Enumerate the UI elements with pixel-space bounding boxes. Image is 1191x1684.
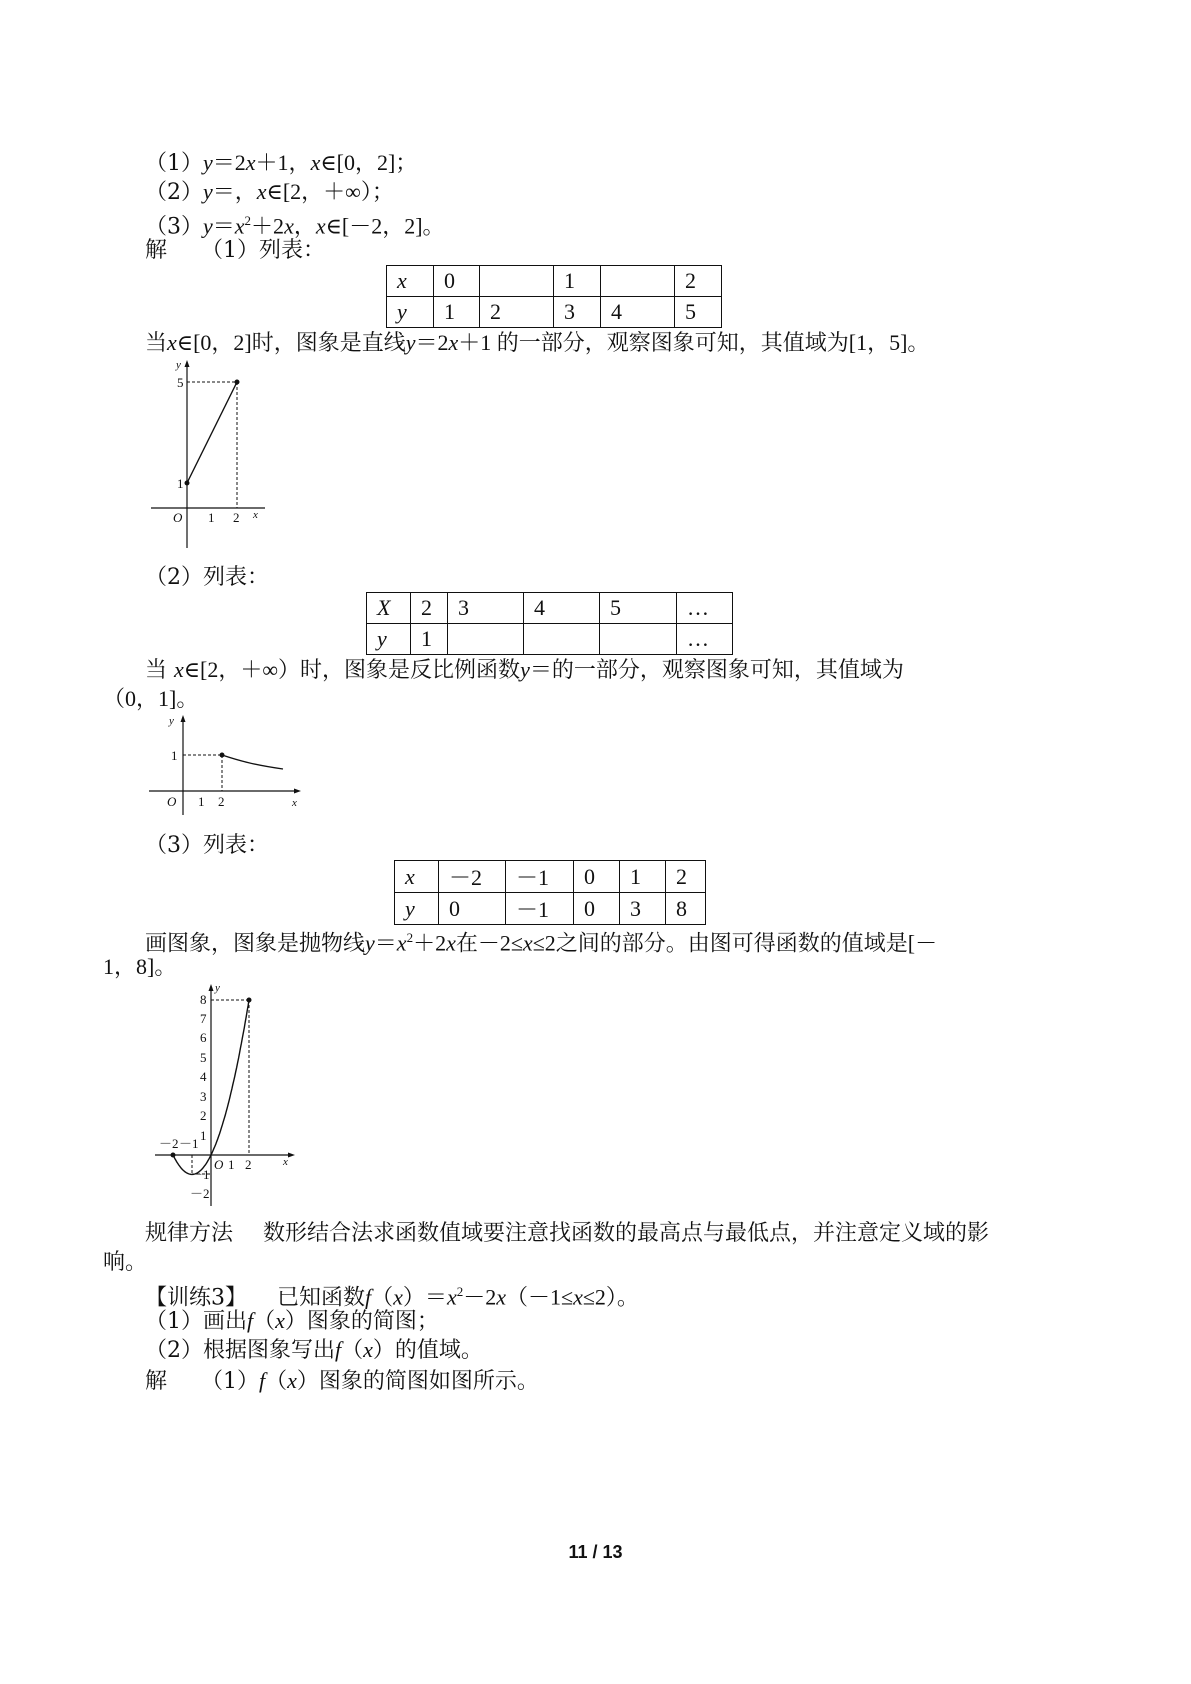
table-cell: 3 — [448, 593, 524, 624]
problem-3: $(3)y=x^2+2x$，x∈[－2，2]。 — [145, 213, 445, 240]
table-cell: 0 — [574, 893, 620, 925]
y-tick-label: 7 — [200, 1011, 207, 1026]
table-cell: 4 — [601, 297, 675, 328]
page-number: 11 / 13 — [568, 1542, 623, 1562]
exercise-question-1: （1）画出f（x）图象的简图； — [145, 1308, 439, 1334]
table-cell: 1 — [554, 266, 601, 297]
table-row-y — [395, 893, 706, 925]
y-tick-label: 5 — [200, 1050, 207, 1065]
reciprocal-curve — [222, 755, 283, 769]
table-row-y — [367, 624, 733, 655]
graph-parabola — [145, 980, 305, 1210]
table-cell: 5 — [675, 297, 722, 328]
table-cell: 2 — [675, 266, 722, 297]
explanation-2: 当 x∈[2，＋∞）时，图象是反比例函数y＝的一部分，观察图象可知，其值域为 — [145, 657, 904, 683]
y-axis-arrow — [209, 984, 214, 991]
exercise-solution: 解 （1）f（x）图象的简图如图所示。 — [145, 1368, 539, 1394]
value-table-3 — [394, 860, 706, 925]
y-tick-label: 1 — [171, 748, 178, 763]
table-cell: x — [387, 266, 434, 297]
table-cell: －2 — [439, 861, 506, 893]
table-cell — [601, 266, 675, 297]
x-tick-label: 1 — [198, 794, 205, 809]
x-axis-arrow — [288, 1153, 295, 1158]
table-cell: … — [677, 593, 733, 624]
table-row-x — [367, 593, 733, 624]
x-axis-label: x — [253, 509, 258, 521]
graph-linear — [145, 358, 275, 550]
part2-heading: （2）列表： — [145, 565, 269, 590]
x-tick-label: 1 — [228, 1157, 235, 1172]
x-axis-label: x — [292, 797, 297, 809]
endpoint — [185, 481, 190, 486]
y-axis-label: y — [215, 982, 220, 994]
table-cell: y — [387, 297, 434, 328]
y-tick-label: －1 — [190, 1167, 210, 1182]
table-cell: －1 — [506, 861, 574, 893]
explanation-2-cont: （0，1]。 — [103, 686, 199, 711]
explanation-3: 画图象，图象是抛物线$y=x^2+2x$在－2≤x≤2之间的部分。由图可得函数的值域是[－ — [145, 930, 938, 957]
table-row-x — [395, 861, 706, 893]
y-axis-label: y — [169, 715, 174, 727]
table-cell: 1 — [411, 624, 448, 655]
x-tick-label: 2 — [218, 794, 225, 809]
table-row-y — [387, 297, 722, 328]
table-cell: x — [395, 861, 439, 893]
problem-1: （1）y＝2x＋1，x∈[0，2]； — [145, 150, 418, 176]
table-cell: 2 — [480, 297, 554, 328]
table-cell: 1 — [434, 297, 480, 328]
endpoint — [235, 380, 240, 385]
problem-2: （2）y＝，x∈[2，＋∞）； — [145, 179, 394, 205]
x-tick-label: 2 — [233, 510, 240, 525]
y-tick-label: 5 — [177, 375, 184, 390]
y-axis-arrow — [185, 360, 190, 367]
table-cell: 0 — [574, 861, 620, 893]
table-cell — [524, 624, 600, 655]
x-tick-label: －2 — [159, 1136, 179, 1151]
solution-part1-heading: 解 （1）列表： — [145, 238, 326, 263]
table-cell — [600, 624, 677, 655]
origin-label: O — [214, 1157, 224, 1172]
table-cell: 3 — [554, 297, 601, 328]
y-tick-label: 1 — [200, 1128, 207, 1143]
origin-label: O — [173, 510, 183, 525]
table-cell — [448, 624, 524, 655]
origin-label: O — [167, 794, 177, 809]
line-segment — [187, 382, 237, 483]
table-cell: 8 — [666, 893, 706, 925]
y-tick-label: －2 — [190, 1186, 210, 1201]
table-cell: 0 — [439, 893, 506, 925]
x-axis-label: x — [283, 1156, 288, 1168]
method-note-cont: 响。 — [103, 1250, 148, 1275]
table-cell — [480, 266, 554, 297]
graph-reciprocal — [145, 713, 305, 818]
y-tick-label: 8 — [200, 992, 207, 1007]
table-cell: 5 — [600, 593, 677, 624]
table-cell: －1 — [506, 893, 574, 925]
y-tick-label: 4 — [200, 1069, 207, 1084]
table-cell: … — [677, 624, 733, 655]
endpoint — [171, 1153, 176, 1158]
table-row-x — [387, 266, 722, 297]
table-cell: 0 — [434, 266, 480, 297]
exercise-question-2: （2）根据图象写出f（x）的值域。 — [145, 1337, 483, 1363]
table-cell: y — [367, 624, 411, 655]
endpoint — [247, 998, 252, 1003]
y-axis-arrow — [181, 715, 186, 722]
explanation-3-cont: 1，8]。 — [103, 954, 177, 979]
table-cell: 2 — [666, 861, 706, 893]
x-tick-label: 1 — [208, 510, 215, 525]
table-cell: 2 — [411, 593, 448, 624]
y-tick-label: 3 — [200, 1089, 207, 1104]
y-tick-label: 1 — [177, 476, 184, 491]
method-note: 规律方法 数形结合法求函数值域要注意找函数的最高点与最低点，并注意定义域的影 — [145, 1221, 990, 1246]
y-tick-label: 6 — [200, 1030, 207, 1045]
table-cell: X — [367, 593, 411, 624]
x-tick-label: 2 — [245, 1157, 252, 1172]
x-tick-label: －1 — [179, 1136, 199, 1151]
explanation-1: 当x∈[0，2]时，图象是直线y＝2x＋1 的一部分，观察图象可知，其值域为[1，5]。 — [145, 330, 930, 356]
endpoint — [220, 753, 225, 758]
table-cell: y — [395, 893, 439, 925]
table-cell: 3 — [620, 893, 666, 925]
table-cell: 1 — [620, 861, 666, 893]
y-tick-label: 2 — [200, 1108, 207, 1123]
y-axis-label: y — [176, 359, 181, 371]
value-table-2 — [366, 592, 733, 655]
value-table-1 — [386, 265, 722, 328]
x-axis-arrow — [294, 789, 301, 794]
part3-heading: （3）列表： — [145, 833, 269, 858]
table-cell: 4 — [524, 593, 600, 624]
exercise-statement: 【训练3】 已知函数$f(x)=x^2-2x(-1\le x\le 2)$。 — [145, 1284, 639, 1311]
